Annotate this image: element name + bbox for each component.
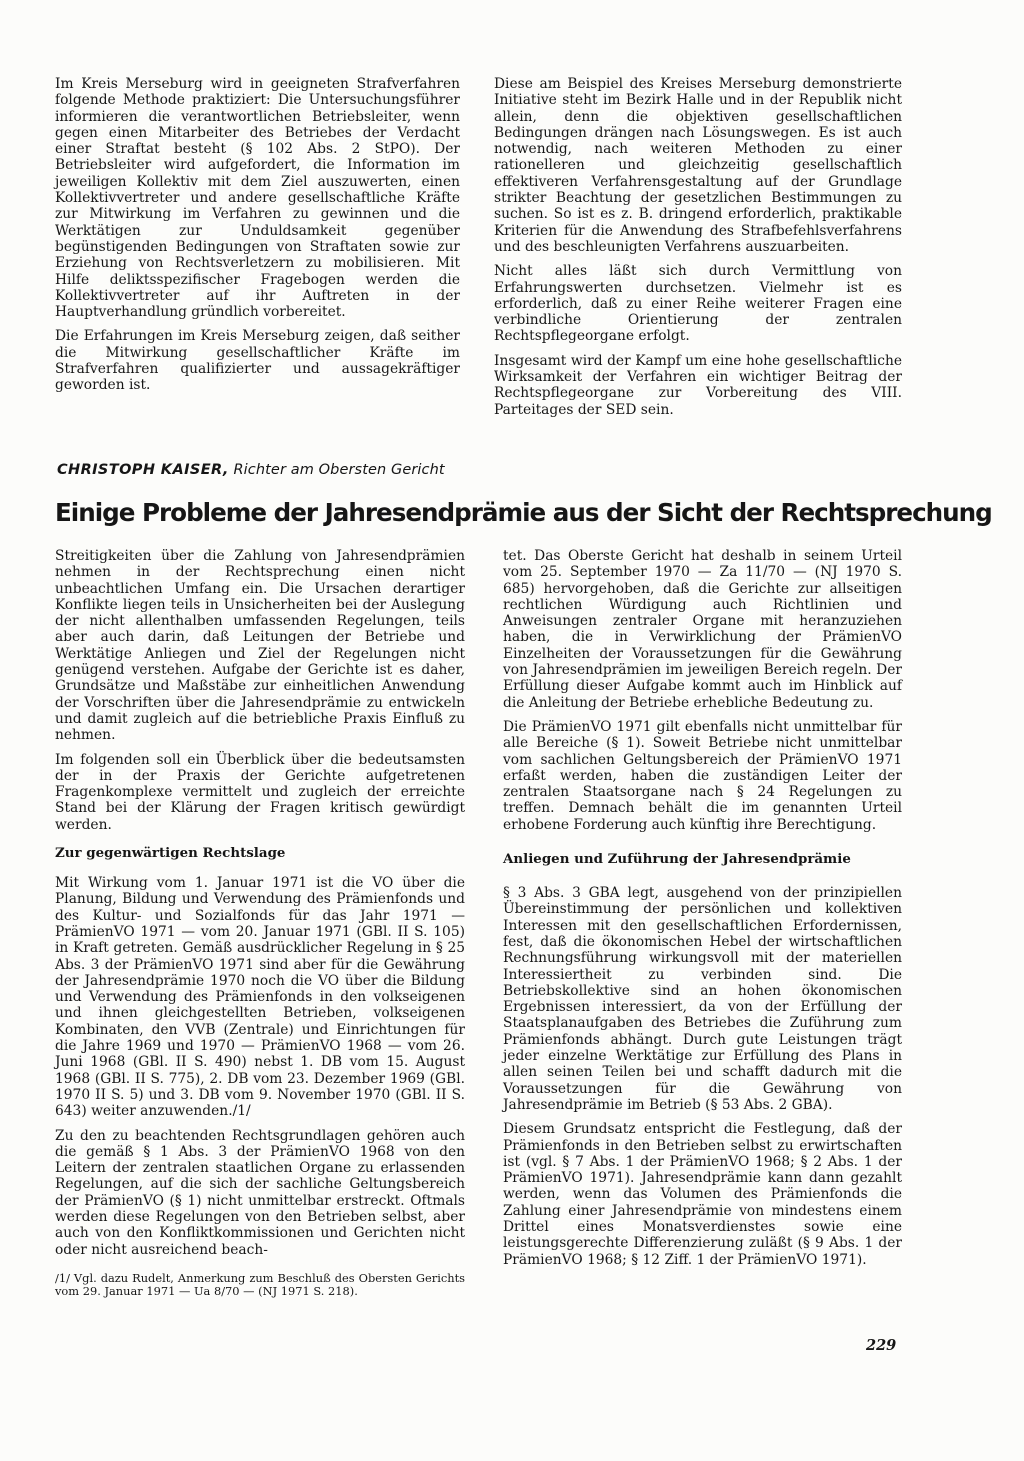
paragraph: Nicht alles läßt sich durch Vermittlung von Erfahrungswerten durchsetzen. Vielmehr ist es erforderlich, daß zu einer Reihe weiterer Fragen eine verbindliche Orientierung der zentralen Rechtspflegeorgane erfolgt. (494, 263, 902, 345)
article-left-column (55, 548, 465, 1298)
paragraph: Im Kreis Merseburg wird in geeigneten Strafverfahren folgende Methode praktiziert: Die Untersuchungsführer informieren die verantwortlichen Betriebsleiter, wenn gegen einen Mitarbeiter des Betriebes der Verdacht einer Straftat besteht (§ 102 Abs. 2 StPO). Der Betriebsleiter wird aufgefordert, die Information im jeweiligen Kollektiv mit dem Ziel auszuwerten, einen Kollektivvertreter und andere gesellschaftliche Kräfte zur Mitwirkung im Verfahren zu gewinnen und die Werktätigen zur Unduldsamkeit gegenüber begünstigenden Bedingungen von Straftaten sowie zur Erziehung von Rechtsverletzern zu mobilisieren. Mit Hilfe deliktsspezifischer Fragebogen werden die Kollektivvertreter auf ihr Auftreten in der Hauptverhandlung gründlich vorbereitet. (55, 76, 460, 321)
paragraph: Die PrämienVO 1971 gilt ebenfalls nicht unmittelbar für alle Bereiche (§ 1). Soweit Betriebe nicht unmittelbar vom sachlichen Geltungsbereich der PrämienVO 1971 erfaßt werden, haben die zuständigen Leiter der zentralen Staatsorgane nach § 24 Regelungen zu treffen. Demnach behält die im genannten Urteil erhobene Forderung auch künftig ihre Berechtigung. (503, 718, 902, 833)
paragraph: Mit Wirkung vom 1. Januar 1971 ist die VO über die Planung, Bildung und Verwendung des Prämienfonds und des Kultur- und Sozialfonds für das Jahr 1971 — PrämienVO 1971 — vom 20. Januar 1971 (GBl. II S. 105) in Kraft getreten. Gemäß ausdrücklicher Regelung in § 25 Abs. 3 der PrämienVO 1971 sind aber für die Gewährung der Jahresendprämie 1970 noch die VO über die Bildung und Verwendung des Prämienfonds in den volkseigenen und ihnen gleichgestellten Betrieben, volkseigenen Kombinaten, den VVB (Zentrale) und Einrichtungen für die Jahre 1969 und 1970 — PrämienVO 1968 — vom 26. Juni 1968 (GBl. II S. 490) nebst 1. DB vom 15. August 1968 (GBl. II S. 775), 2. DB vom 23. Dezember 1969 (GBl. 1970 II S. 5) und 3. DB vom 9. November 1970 (GBl. II S. 643) weiter anzuwenden./1/ (55, 875, 465, 1120)
author-role: Richter am Obersten Gericht (233, 462, 445, 478)
top-right-column (494, 76, 902, 426)
section-heading: Zur gegenwärtigen Rechtslage (55, 845, 286, 862)
top-left-column (55, 76, 460, 402)
paragraph: Im folgenden soll ein Überblick über die bedeutsamsten der in der Praxis der Gerichte aufgetretenen Fragenkomplexe vermittelt und zugleich der erreichte Stand bei der Klärung der Fragen kritisch gewürdigt werden. (55, 751, 465, 833)
paragraph: Diesem Grundsatz entspricht die Festlegung, daß der Prämienfonds in den Betrieben selbst zu erwirtschaften ist (vgl. § 7 Abs. 1 der PrämienVO 1968; § 2 Abs. 1 der PrämienVO 1971). Jahresendprämie kann dann gezahlt werden, wenn das Volumen des Prämienfonds die Zahlung einer Jahresendprämie von mindestens einem Drittel eines Monatsverdienstes sowie eine leistungsgerechte Differenzierung zuläßt (§ 9 Abs. 1 der PrämienVO 1968; § 12 Ziff. 1 der PrämienVO 1971). (503, 1121, 902, 1268)
footnote: /1/ Vgl. dazu Rudelt, Anmerkung zum Beschluß des Obersten Gerichts vom 29. Januar 1971 — Ua 8/70 — (NJ 1971 S. 218). (55, 1270, 465, 1299)
paragraph: Insgesamt wird der Kampf um eine hohe gesellschaftliche Wirksamkeit der Verfahren ein wichtiger Beitrag der Rechtspflegeorgane zur Vorbereitung des VIII. Parteitages der SED sein. (494, 352, 902, 418)
paragraph: Streitigkeiten über die Zahlung von Jahresendprämien nehmen in der Rechtsprechung einen nicht unbeachtlichen Umfang ein. Die Ursachen derartiger Konflikte liegen teils in Unsicherheiten bei der Auslegung der nicht allenthalben umfassenden Regelungen, teils aber auch darin, daß Leitungen der Betriebe und Werktätige Anliegen und Ziel der Regelungen nicht genügend verstehen. Aufgabe der Gerichte ist es daher, Grundsätze und Maßstäbe zur einheitlichen Anwendung der Vorschriften über die Jahresendprämie zu entwickeln und damit zugleich auf die betriebliche Praxis Einfluß zu nehmen. (55, 548, 465, 744)
paragraph: § 3 Abs. 3 GBA legt, ausgehend von der prinzipiellen Übereinstimmung der persönlichen und kollektiven Interessen mit den gesellschaftlichen Erfordernissen, fest, daß die ökonomischen Hebel der wirtschaftlichen Rechnungsführung wirkungsvoll mit der materiellen Interessiertheit zu verbinden sind. Die Betriebskollektive sind an hohen ökonomischen Ergebnissen interessiert, da von der Erfüllung der Staatsplanaufgaben des Betriebes die Zuführung zum Prämienfonds abhängt. Durch gute Leistungen trägt jeder einzelne Werktätige zur Erfüllung des Plans in allen seinen Teilen bei und schafft dadurch mit die Voraussetzungen für die Gewährung von Jahresendprämie im Betrieb (§ 53 Abs. 2 GBA). (503, 885, 902, 1113)
section-heading: Anliegen und Zuführung der Jahresendprämie (503, 851, 851, 868)
article-right-column (503, 548, 902, 1276)
page-number: 229 (866, 1337, 897, 1354)
article-author (57, 462, 657, 478)
paragraph: Zu den zu beachtenden Rechtsgrundlagen gehören auch die gemäß § 1 Abs. 3 der PrämienVO 1968 von den Leitern der zentralen staatlichen Organe zu erlassenden Regelungen, auf die sich der sachliche Geltungsbereich der PrämienVO (§ 1) nicht unmittelbar erstreckt. Oftmals werden diese Regelungen von den Betrieben selbst, aber auch von den Konfliktkommissionen und Gerichten nicht oder nicht ausreichend beach- (55, 1127, 465, 1258)
paragraph: Die Erfahrungen im Kreis Merseburg zeigen, daß seither die Mitwirkung gesellschaftlicher Kräfte im Strafverfahren qualifizierter und aussagekräftiger geworden ist. (55, 328, 460, 394)
author-name: CHRISTOPH KAISER, (57, 462, 229, 478)
paragraph: Diese am Beispiel des Kreises Merseburg demonstrierte Initiative steht im Bezirk Halle und in der Republik nicht allein, denn die objektiven gesellschaftlichen Bedingungen drängen nach Lösungswegen. Es ist auch notwendig, nach weiteren Methoden zu einer rationelleren und gleichzeitig gesellschaftlich effektiveren Verfahrensgestaltung auf der Grundlage strikter Beachtung der gesetzlichen Bestimmungen zu suchen. So ist es z. B. dringend erforderlich, praktikable Kriterien für die Anwendung des Strafbefehlsverfahrens und des beschleunigten Verfahrens auszuarbeiten. (494, 76, 902, 255)
paragraph: tet. Das Oberste Gericht hat deshalb in seinem Urteil vom 25. September 1970 — Za 11/70 — (NJ 1970 S. 685) hervorgehoben, daß die Gerichte zur allseitigen rechtlichen Würdigung auch Richtlinien und Anweisungen zentraler Organe mit heranzuziehen haben, die in Verwirklichung der PrämienVO Einzelheiten der Voraussetzungen für die Gewährung von Jahresendprämien im jeweiligen Bereich regeln. Der Erfüllung dieser Aufgabe kommt auch im Hinblick auf die Anleitung der Betriebe erhebliche Bedeutung zu. (503, 548, 902, 711)
article-headline: Einige Probleme der Jahresendprämie aus der Sicht der Rechtsprechung (55, 498, 992, 527)
